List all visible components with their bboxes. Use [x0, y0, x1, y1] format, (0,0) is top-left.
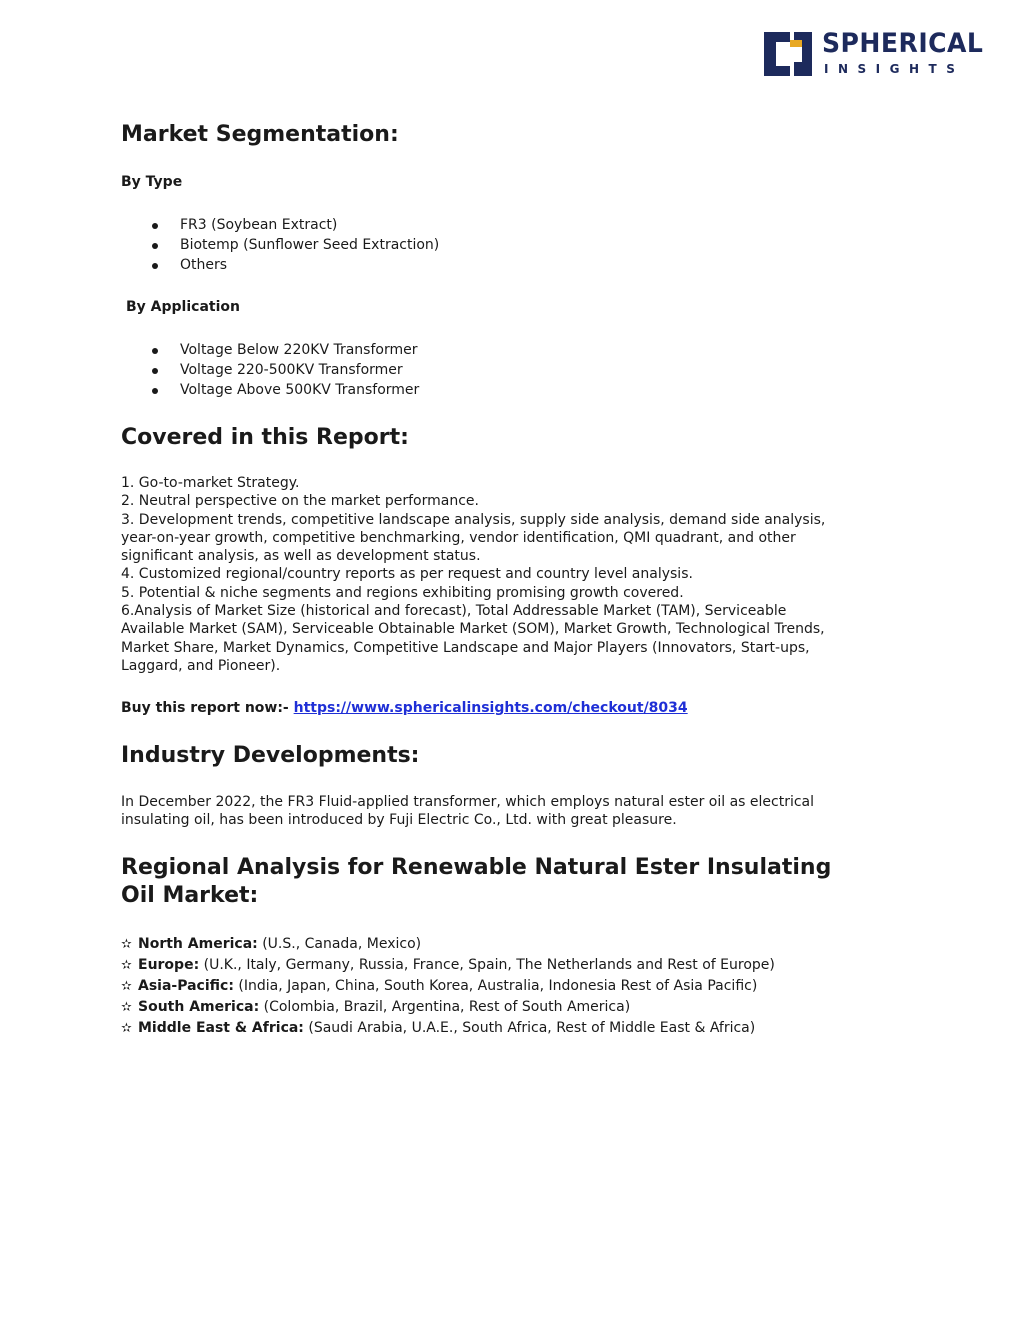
- report-line: year-on-year growth, competitive benchmarking, vendor identification, QMI quadrant, and other: [121, 529, 796, 546]
- region-countries: (India, Japan, China, South Korea, Australia, Indonesia Rest of Asia Pacific): [233, 978, 758, 994]
- buy-report-label: Buy this report now:-: [121, 700, 294, 716]
- regional-analysis-heading-line2: Oil Market:: [121, 883, 259, 908]
- star-icon: ✫: [121, 1021, 132, 1036]
- list-item: [121, 997, 775, 1018]
- logo-wordmark-secondary: INSIGHTS: [824, 62, 965, 76]
- regional-analysis-heading-line1: Regional Analysis for Renewable Natural Ester Insulating: [121, 855, 832, 880]
- star-icon: ✫: [121, 937, 132, 952]
- industry-developments-heading: Industry Developments:: [121, 743, 420, 768]
- region-countries: (Colombia, Brazil, Argentina, Rest of South America): [259, 999, 631, 1015]
- regions-list: [121, 934, 775, 1039]
- list-item: Voltage Below 220KV Transformer: [121, 340, 419, 360]
- spherical-insights-logo: [764, 28, 984, 80]
- covered-report-list: [121, 474, 825, 675]
- report-line: 6.Analysis of Market Size (historical and forecast), Total Addressable Market (TAM), Serviceable: [121, 603, 787, 620]
- bullet-icon: [152, 263, 158, 269]
- bullet-icon: [152, 223, 158, 229]
- list-item: [121, 976, 775, 997]
- by-application-list: [121, 340, 419, 400]
- list-item: [121, 934, 775, 955]
- buy-report-line: [121, 700, 688, 716]
- report-line: Available Market (SAM), Serviceable Obtainable Market (SOM), Market Growth, Technological Trends,: [121, 621, 825, 638]
- report-line: Laggard, and Pioneer).: [121, 657, 281, 674]
- region-name: Europe:: [138, 957, 200, 973]
- covered-report-heading: Covered in this Report:: [121, 425, 409, 450]
- region-name: South America:: [138, 999, 260, 1015]
- by-type-list: [121, 215, 439, 275]
- by-application-label: By Application: [126, 299, 240, 315]
- region-countries: (U.K., Italy, Germany, Russia, France, Spain, The Netherlands and Rest of Europe): [199, 957, 775, 973]
- list-item: Voltage Above 500KV Transformer: [121, 380, 419, 400]
- bullet-icon: [152, 348, 158, 354]
- checkout-link[interactable]: https://www.sphericalinsights.com/checkout/8034: [293, 700, 688, 716]
- list-item: FR3 (Soybean Extract): [121, 215, 439, 235]
- star-icon: ✫: [121, 979, 132, 994]
- bullet-icon: [152, 368, 158, 374]
- market-segmentation-heading: Market Segmentation:: [121, 122, 399, 147]
- report-line: significant analysis, as well as development status.: [121, 548, 481, 565]
- list-item: Biotemp (Sunflower Seed Extraction): [121, 235, 439, 255]
- report-line: 3. Development trends, competitive landscape analysis, supply side analysis, demand side analysis,: [121, 511, 826, 528]
- star-icon: ✫: [121, 958, 132, 973]
- industry-developments-text: In December 2022, the FR3 Fluid-applied transformer, which employs natural ester oil as electrical insulating oil, has been introduced by Fuji Electric Co., Ltd. with great pleasure.: [121, 794, 815, 829]
- logo-mark-icon: [764, 32, 812, 76]
- region-name: Middle East & Africa:: [138, 1020, 304, 1036]
- list-item: Voltage 220-500KV Transformer: [121, 360, 419, 380]
- list-item: [121, 1018, 775, 1039]
- region-name: Asia-Pacific:: [138, 978, 234, 994]
- logo-wordmark-primary: SPHERICAL: [822, 28, 984, 59]
- report-line: Market Share, Market Dynamics, Competitive Landscape and Major Players (Innovators, Start-ups,: [121, 639, 810, 656]
- bullet-icon: [152, 388, 158, 394]
- list-item: Others: [121, 255, 439, 275]
- region-name: North America:: [138, 936, 258, 952]
- report-line: 1. Go-to-market Strategy.: [121, 475, 300, 491]
- region-countries: (Saudi Arabia, U.A.E., South Africa, Rest of Middle East & Africa): [303, 1020, 756, 1036]
- bullet-icon: [152, 243, 158, 249]
- report-line: 2. Neutral perspective on the market performance.: [121, 493, 479, 510]
- report-line: 4. Customized regional/country reports as per request and country level analysis.: [121, 566, 693, 583]
- list-item: [121, 955, 775, 976]
- by-type-label: By Type: [121, 174, 183, 190]
- report-line: 5. Potential & niche segments and regions exhibiting promising growth covered.: [121, 584, 684, 601]
- star-icon: ✫: [121, 1000, 132, 1015]
- region-countries: (U.S., Canada, Mexico): [257, 936, 422, 952]
